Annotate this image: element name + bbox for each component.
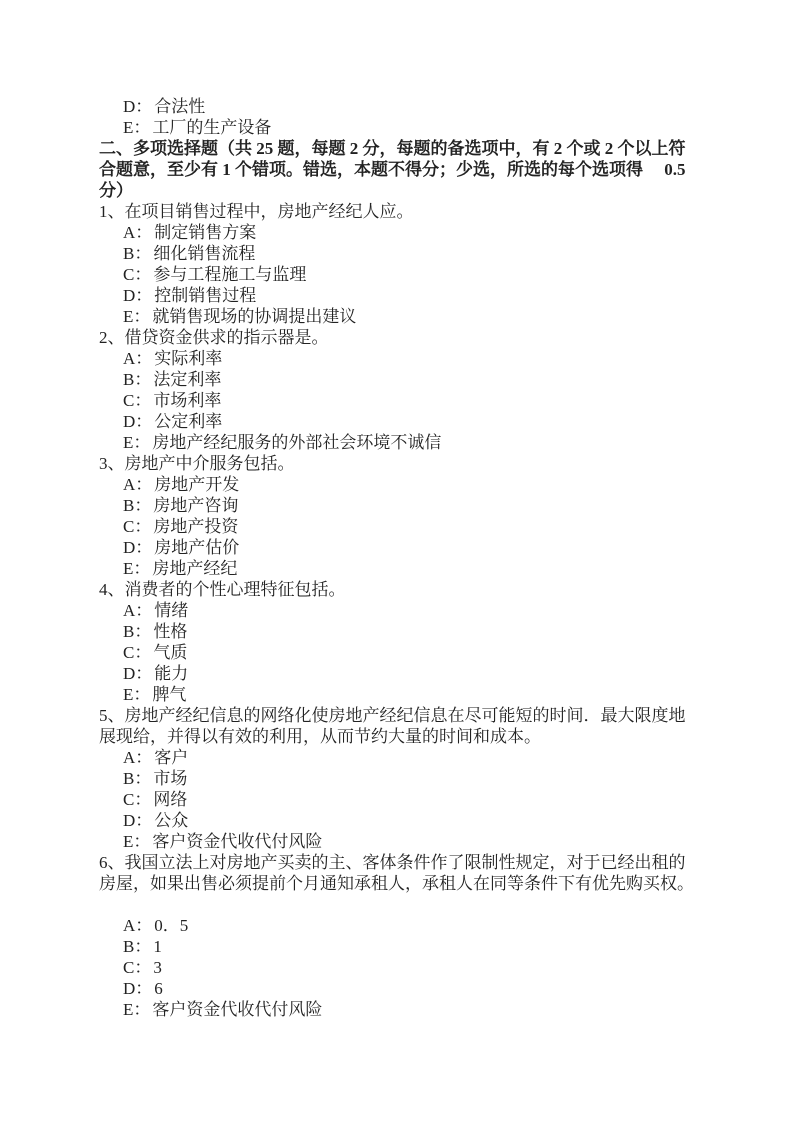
option-text: 合法性 (154, 97, 206, 116)
question-number: 4、 (99, 580, 125, 599)
option-text: 公定利率 (154, 412, 223, 431)
option-label: B： (123, 370, 152, 389)
option-label: D： (123, 811, 153, 830)
option-line (99, 810, 689, 831)
option-line (99, 117, 689, 138)
option-line (99, 600, 689, 621)
option-text: 工厂的生产设备 (152, 118, 272, 137)
option-label: B： (123, 769, 152, 788)
option-text: 房地产投资 (153, 517, 239, 536)
section-header-line: 二、多项选择题（共 25 题，每题 2 分，每题的备选项中，有 2 个或 2 个以上符 (99, 139, 686, 158)
option-line (99, 264, 689, 285)
question-stem-continuation: 房屋，如果出售必须提前个月通知承租人，承租人在同等条件下有优先购买权。 (99, 874, 694, 893)
option-line (99, 495, 689, 516)
option-label: E： (123, 685, 151, 704)
option-label: C： (123, 391, 152, 410)
option-line (99, 978, 689, 999)
option-text: 客户资金代收代付风险 (152, 832, 323, 851)
option-text: 房地产开发 (154, 475, 240, 494)
option-label: A： (123, 475, 153, 494)
option-text: 房地产估价 (154, 538, 240, 557)
option-line (99, 684, 689, 705)
option-label: D： (123, 979, 153, 998)
option-text: 6 (154, 979, 163, 998)
option-label: B： (123, 244, 152, 263)
question-stem (99, 579, 689, 600)
option-label: D： (123, 412, 153, 431)
option-label: A： (123, 748, 153, 767)
question-stem (99, 327, 689, 348)
option-text: 气质 (153, 643, 188, 662)
question-stem-text: 我国立法上对房地产买卖的主、客体条件作了限制性规定，对于已经出租的 (124, 853, 686, 872)
option-line (99, 432, 689, 453)
option-text: 房地产咨询 (153, 496, 239, 515)
question-stem (99, 201, 689, 222)
option-line (99, 558, 689, 579)
option-label: B： (123, 622, 152, 641)
question-stem-text: 借贷资金供求的指示器是。 (124, 328, 329, 347)
option-text: 性格 (153, 622, 188, 641)
option-label: C： (123, 790, 152, 809)
section-header-line: 合题意，至少有 1 个错项。错选，本题不得分；少选，所选的每个选项得 0.5 (99, 160, 686, 179)
option-text: 0．5 (154, 916, 189, 935)
option-line (99, 369, 689, 390)
option-text: 就销售现场的协调提出建议 (152, 307, 357, 326)
question-stem-text: 房地产经纪信息的网络化使房地产经纪信息在尽可能短的时间．最大限度地 (124, 706, 686, 725)
option-line (99, 222, 689, 243)
question-stem-continuation: 展现给，并得以有效的利用，从而节约大量的时间和成本。 (99, 727, 541, 746)
option-line (99, 516, 689, 537)
option-label: E： (123, 118, 151, 137)
option-line (99, 348, 689, 369)
option-line (99, 411, 689, 432)
option-line (99, 831, 689, 852)
question-number: 1、 (99, 202, 125, 221)
option-label: D： (123, 97, 153, 116)
option-label: E： (123, 559, 151, 578)
question-number: 2、 (99, 328, 125, 347)
option-text: 脾气 (152, 685, 187, 704)
question-stem (99, 453, 689, 474)
option-line (99, 306, 689, 327)
option-line (99, 663, 689, 684)
option-text: 制定销售方案 (154, 223, 257, 242)
option-label: D： (123, 538, 153, 557)
option-label: E： (123, 1000, 151, 1019)
option-text: 1 (153, 937, 162, 956)
question-stem-text: 房地产中介服务包括。 (124, 454, 295, 473)
option-line (99, 999, 689, 1020)
option-label: D： (123, 664, 153, 683)
option-line (99, 768, 689, 789)
question-number: 3、 (99, 454, 125, 473)
question-stem-text: 在项目销售过程中，房地产经纪人应。 (124, 202, 414, 221)
option-line (99, 789, 689, 810)
option-label: D： (123, 286, 153, 305)
option-label: C： (123, 958, 152, 977)
option-label: C： (123, 643, 152, 662)
option-label: C： (123, 517, 152, 536)
option-label: A： (123, 349, 153, 368)
option-label: B： (123, 496, 152, 515)
option-line (99, 390, 689, 411)
question-number: 6、 (99, 853, 125, 872)
option-text: 细化销售流程 (153, 244, 256, 263)
option-line (99, 936, 689, 957)
option-line (99, 96, 689, 117)
option-label: C： (123, 265, 152, 284)
option-text: 法定利率 (153, 370, 222, 389)
option-label: B： (123, 937, 152, 956)
option-label: A： (123, 601, 153, 620)
option-text: 控制销售过程 (154, 286, 257, 305)
option-text: 市场 (153, 769, 188, 788)
option-text: 网络 (153, 790, 188, 809)
option-line (99, 915, 689, 936)
option-label: A： (123, 223, 153, 242)
blank-line (99, 894, 689, 915)
option-text: 参与工程施工与监理 (153, 265, 307, 284)
option-text: 房地产经纪 (152, 559, 238, 578)
option-label: E： (123, 433, 151, 452)
option-line (99, 747, 689, 768)
option-line (99, 243, 689, 264)
option-line (99, 957, 689, 978)
option-line (99, 621, 689, 642)
option-text: 房地产经纪服务的外部社会环境不诚信 (152, 433, 442, 452)
option-text: 情绪 (154, 601, 189, 620)
option-text: 客户资金代收代付风险 (152, 1000, 323, 1019)
option-line (99, 537, 689, 558)
option-text: 3 (153, 958, 162, 977)
option-label: E： (123, 832, 151, 851)
option-text: 能力 (154, 664, 189, 683)
option-label: A： (123, 916, 153, 935)
option-text: 公众 (154, 811, 189, 830)
question-stem (99, 705, 689, 726)
exam-content (99, 96, 694, 1020)
section-header-line: 分） (99, 181, 133, 200)
option-text: 实际利率 (154, 349, 223, 368)
question-stem (99, 852, 689, 873)
option-line (99, 642, 689, 663)
option-text: 客户 (154, 748, 189, 767)
question-number: 5、 (99, 706, 125, 725)
option-label: E： (123, 307, 151, 326)
option-line (99, 474, 689, 495)
option-line (99, 285, 689, 306)
question-stem-text: 消费者的个性心理特征包括。 (124, 580, 346, 599)
option-text: 市场利率 (153, 391, 222, 410)
